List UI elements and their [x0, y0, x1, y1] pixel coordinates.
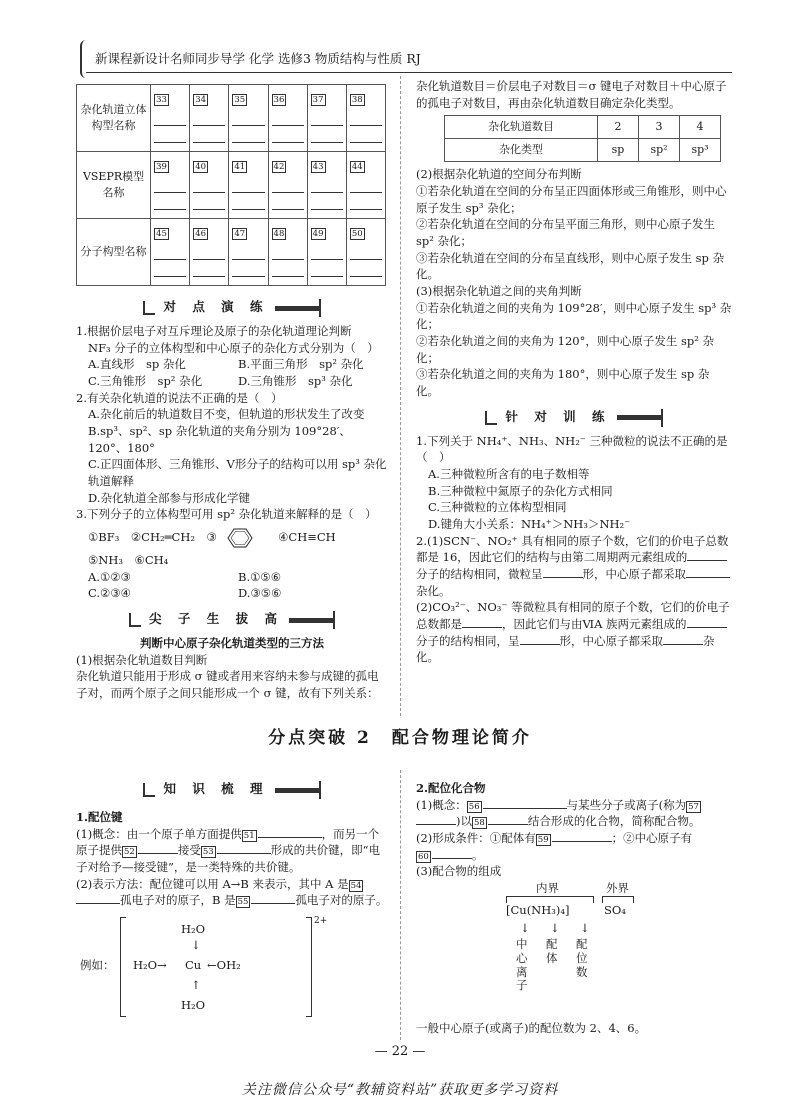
arrow-down-icon: ↓	[550, 921, 560, 936]
answer-cell[interactable]	[307, 152, 346, 219]
ligand-label: 配体	[546, 937, 558, 965]
cell: sp³	[680, 139, 721, 162]
q1-options	[76, 356, 388, 389]
blank-number: 35	[234, 94, 246, 105]
inner-sphere-label: 内界	[536, 881, 559, 896]
answer-cell[interactable]	[229, 152, 268, 219]
q1-line2: NF₃ 分子的立体构型和中心原子的杂化方式分别为（ ）	[88, 340, 379, 355]
blank-number: 60	[418, 851, 429, 862]
answer-line	[154, 178, 186, 193]
blank-number: 40	[195, 161, 207, 172]
answer-line	[272, 245, 304, 260]
answer-line	[154, 111, 186, 126]
option: A.杂化前后的轨道数目不变，但轨道的形状发生了改变	[88, 407, 365, 422]
footer-note: 关注微信公众号“教辅资料站”获取更多学习资料	[241, 1082, 559, 1098]
text: (2)表示方法：配位键可以用 A→B 来表示，其中 A 是	[76, 876, 349, 891]
answer-cell[interactable]	[190, 152, 229, 219]
option: C.②③④	[88, 586, 131, 601]
cell: sp²	[639, 139, 680, 162]
answer-cell[interactable]	[307, 219, 346, 286]
counter-ion: SO₄	[604, 903, 626, 918]
hybrid-type-table	[444, 115, 721, 162]
answer-blank[interactable]	[462, 616, 502, 628]
option: B.平面三角形 sp² 杂化	[238, 357, 364, 372]
text: 分子的结构相同，微粒呈	[416, 567, 543, 581]
c2-para	[76, 876, 388, 909]
answer-cell[interactable]	[268, 85, 307, 152]
answer-line	[350, 178, 382, 193]
answer-cell[interactable]	[229, 85, 268, 152]
answer-line	[272, 128, 304, 143]
arrow-down-icon: ↓	[191, 938, 201, 953]
ligand-bottom: H₂O	[181, 998, 206, 1013]
blank-number: 58	[474, 818, 485, 829]
answer-blank[interactable]	[552, 830, 612, 842]
answer-blank[interactable]	[258, 826, 322, 838]
complex-example	[76, 915, 388, 1025]
blank-number: 55	[237, 897, 249, 908]
answer-blank[interactable]	[663, 633, 703, 645]
option: D.杂化轨道全部参与形成化学键	[88, 490, 250, 505]
column-divider	[400, 76, 401, 716]
blank-number: 34	[195, 94, 207, 105]
section-heading: 针 对 训 练	[416, 408, 732, 427]
subheading: 1.配位键	[76, 810, 123, 824]
arrow-up-icon: ↑	[191, 978, 201, 993]
outer-sphere-label: 外界	[606, 881, 629, 896]
text: 分子的结构相同，呈	[416, 633, 520, 648]
answer-blank[interactable]	[686, 566, 730, 578]
answer-line	[193, 195, 225, 210]
blank-number: 56	[468, 801, 480, 812]
text: (2)形成条件：①配体有	[416, 831, 536, 846]
answer-line	[154, 262, 186, 277]
answer-line	[311, 245, 343, 260]
blank-number: 52	[124, 847, 135, 858]
method-3b: ②若杂化轨道之间的夹角为 120°，则中心原子发生 sp² 杂化；	[416, 333, 715, 365]
section-icon	[143, 301, 155, 315]
answer-line	[272, 262, 304, 277]
benzene-ring-icon	[220, 527, 260, 549]
complex-charge: 2+	[314, 916, 328, 927]
table-row	[77, 85, 386, 152]
cell: 杂化轨道数目	[445, 116, 598, 139]
method-1: (1)根据杂化轨道数目判断	[76, 652, 208, 667]
text: 2.(1)SCN⁻、NO₂⁺ 具有相同的原子个数，它们的价电子总数都是 16，因此它们的结构与由第二周期两元素组成的	[416, 533, 729, 565]
answer-blank[interactable]	[483, 797, 567, 809]
text: 孤电子对的原子，B 是	[120, 893, 236, 908]
coordination-number-label: 配位数	[576, 937, 588, 979]
answer-cell[interactable]	[229, 219, 268, 286]
answer-line	[193, 111, 225, 126]
page-header: 新课程新设计名师同步导学 化学 选修3 物质结构与性质 RJ	[95, 51, 421, 66]
blank-number: 54	[350, 880, 362, 891]
text: ；②中心原子有	[611, 831, 693, 846]
column-divider	[400, 770, 401, 1040]
answer-line	[193, 262, 225, 277]
answer-blank[interactable]	[416, 813, 456, 825]
row-label: VSEPR模型名称	[77, 152, 151, 219]
answer-line	[311, 195, 343, 210]
d1-para	[416, 797, 732, 830]
text: (1)概念：	[416, 797, 467, 812]
row-label: 杂化轨道立体构型名称	[77, 85, 151, 152]
example-label: 例如：	[80, 958, 115, 973]
answer-cell[interactable]	[268, 219, 307, 286]
answer-blank[interactable]	[687, 616, 727, 628]
q2-options	[76, 406, 388, 506]
option: A.直线形 sp 杂化	[88, 357, 186, 372]
answer-line	[232, 262, 264, 277]
section-heading: 尖 子 生 拔 高	[76, 610, 388, 629]
blank-number: 49	[312, 228, 324, 239]
complex-formula: [Cu(NH₃)₄]	[506, 903, 570, 918]
blank-number: 41	[234, 161, 246, 172]
section-icon	[129, 613, 141, 627]
method-2: (2)根据杂化轨道的空间分布判断	[416, 167, 582, 182]
answer-blank[interactable]	[687, 549, 727, 561]
text: 杂化。	[416, 633, 715, 665]
text: 形，中心原子都采取	[559, 633, 663, 648]
answer-cell[interactable]	[346, 85, 385, 152]
answer-line	[193, 178, 225, 193]
option: A.①②③	[88, 569, 131, 584]
option: D.键角大小关系：NH₄⁺＞NH₃＞NH₂⁻	[428, 516, 631, 531]
hybrid-table	[76, 84, 386, 286]
blank-number: 44	[351, 161, 363, 172]
item: ①BF₃ ②CH₂═CH₂ ③	[88, 530, 217, 545]
blank-number: 50	[351, 228, 363, 239]
method-2a: ①若杂化轨道在空间的分布呈正四面体形或三角锥形，则中心原子发生 sp³ 杂化；	[416, 183, 727, 215]
cell: 3	[639, 116, 680, 139]
blank-number: 37	[312, 94, 324, 105]
answer-line	[311, 128, 343, 143]
method-3a: ①若杂化轨道之间的夹角为 109°28′，则中心原子发生 sp³ 杂化；	[416, 300, 732, 332]
answer-line	[154, 128, 186, 143]
blank-number: 51	[243, 830, 255, 841]
complex-bracket	[120, 917, 312, 1017]
blank-number: 57	[688, 801, 699, 812]
blank-number: 36	[273, 94, 285, 105]
option: D.三角锥形 sp³ 杂化	[238, 374, 353, 389]
blank-number: 59	[537, 835, 549, 846]
method-2b: ②若杂化轨道在空间的分布呈平面三角形，则中心原子发生 sp² 杂化；	[416, 217, 715, 248]
right-column	[416, 78, 732, 666]
ligand-right: ←OH₂	[207, 958, 241, 973]
section-icon	[143, 783, 155, 797]
blank-number: 47	[234, 228, 246, 239]
option: B.sp³、sp²、sp 杂化轨道的夹角分别为 109°28′、120°、180°	[88, 424, 351, 455]
answer-line	[272, 195, 304, 210]
answer-line	[232, 245, 264, 260]
arrow-down-icon: ↓	[580, 921, 590, 936]
option: B.①⑤⑥	[238, 569, 282, 584]
part2-right	[416, 780, 732, 1037]
answer-line	[311, 111, 343, 126]
blank-number: 38	[351, 94, 363, 105]
ligand-left: H₂O→	[133, 958, 167, 973]
method-3: (3)根据杂化轨道之间的夹角判断	[416, 283, 582, 298]
t2-part2	[416, 599, 732, 666]
option: C.正四面体形、三角锥形、V形分子的结构可以用 sp³ 杂化轨道解释	[88, 457, 387, 489]
row-label: 分子构型名称	[77, 219, 151, 286]
answer-blank[interactable]	[76, 892, 120, 904]
answer-line	[350, 262, 382, 277]
page-number: — 22 —	[374, 1044, 426, 1059]
option: C.三种微粒的立体构型相同	[428, 500, 567, 515]
answer-cell[interactable]	[190, 219, 229, 286]
subheading: 2.配位化合物	[416, 781, 486, 795]
answer-line	[350, 245, 382, 260]
text: )以	[456, 814, 472, 829]
item: ⑤NH₃ ⑥CH₄	[88, 553, 169, 568]
q3-options	[76, 569, 388, 602]
answer-line	[272, 178, 304, 193]
answer-cell[interactable]	[190, 85, 229, 152]
blank-number: 45	[156, 228, 167, 239]
c1-para	[76, 826, 388, 876]
text: ，因此它们与由ⅥA 族两元素组成的	[502, 617, 687, 632]
text: 形成的共价键，即“电子对给予—接受键”，是一类特殊的共价键。	[76, 843, 381, 875]
d2-para: (2)形成条件：①配体有 59 ；②中心原子有 60 。	[416, 831, 693, 862]
left-column	[76, 298, 388, 702]
cell: 杂化类型	[445, 139, 598, 162]
answer-line	[311, 262, 343, 277]
option: A.三种微粒所含有的电子数相等	[428, 466, 590, 481]
answer-cell[interactable]	[268, 152, 307, 219]
blank-number: 48	[273, 228, 285, 239]
answer-cell[interactable]	[151, 152, 190, 219]
composition-diagram	[506, 880, 732, 1020]
text: 杂化。	[416, 583, 451, 598]
rule-text: 杂化轨道数目＝价层电子对数目＝σ 键电子对数目＋中心原子的孤电子对数目，再由杂化轨道数目确定杂化类型。	[416, 79, 727, 110]
blank-number: 46	[195, 228, 207, 239]
answer-line	[350, 111, 382, 126]
method-title: 判断中心原子杂化轨道类型的三方法	[140, 636, 324, 651]
answer-line	[154, 245, 186, 260]
q3: 3.下列分子的立体构型可用 sp² 杂化轨道来解释的是（ ）	[76, 507, 377, 522]
ligand-top: H₂O	[181, 922, 206, 937]
answer-blank[interactable]	[138, 842, 178, 854]
cell: sp	[598, 139, 639, 162]
answer-cell[interactable]	[346, 219, 385, 286]
answer-blank[interactable]	[432, 847, 472, 859]
section-heading: 知 识 梳 理	[76, 780, 388, 799]
center-ion-label: 中心离子	[516, 937, 528, 993]
table-row	[77, 219, 386, 286]
cell: 2	[598, 116, 639, 139]
d3: (3)配合物的组成	[416, 864, 502, 879]
table-row	[77, 152, 386, 219]
answer-blank[interactable]	[217, 842, 271, 854]
method-1-text: 杂化轨道只能用于形成 σ 键或者用来容纳未参与成键的孤电子对，而两个原子之间只能形成一个 σ 键，故有下列关系：	[76, 669, 379, 701]
blank-number: 42	[273, 161, 285, 172]
method-3c: ③若杂化轨道之间的夹角为 180°，则中心原子发生 sp 杂化。	[416, 367, 710, 398]
t2-part1	[416, 533, 732, 600]
answer-line	[193, 245, 225, 260]
answer-cell[interactable]	[346, 152, 385, 219]
answer-line	[350, 128, 382, 143]
answer-blank[interactable]	[488, 813, 528, 825]
answer-line	[232, 195, 264, 210]
answer-line	[232, 128, 264, 143]
answer-blank[interactable]	[251, 892, 295, 904]
q1-line1: 1.根据价层电子对互斥理论及原子的杂化轨道理论判断	[76, 324, 352, 338]
answer-cell[interactable]	[307, 85, 346, 152]
answer-line	[350, 195, 382, 210]
answer-line	[232, 111, 264, 126]
answer-line	[154, 195, 186, 210]
q2: 2.有关杂化轨道的说法不正确的是（ ）	[76, 390, 283, 405]
text: (1)概念：由一个原子单方面提供	[76, 826, 242, 841]
answer-line	[193, 128, 225, 143]
answer-cell[interactable]	[151, 219, 190, 286]
text: (2)CO₃²⁻、NO₃⁻ 等微粒具有相同的原子个数，它们的价电子总数都是	[416, 600, 730, 632]
method-2c: ③若杂化轨道在空间的分布呈直线形，则中心原子发生 sp 杂化。	[416, 250, 725, 282]
blank-number: 33	[156, 94, 167, 105]
option: C.三角锥形 sp² 杂化	[88, 374, 203, 389]
text: 与某些分子或离子(称为	[566, 797, 687, 812]
answer-blank[interactable]	[543, 566, 583, 578]
answer-line	[311, 178, 343, 193]
answer-line	[272, 111, 304, 126]
center-ion: Cu	[185, 958, 202, 973]
part2-left	[76, 780, 388, 1025]
option: D.③⑤⑥	[238, 586, 282, 601]
part2-title: 分点突破 2 配合物理论简介	[268, 728, 532, 748]
text: 形，中心原子都采取	[582, 567, 686, 581]
t1: 1.下列关于 NH₄⁺、NH₃、NH₂⁻ 三种微粒的说法不正确的是（ ）	[416, 433, 728, 465]
cell: 4	[680, 116, 721, 139]
text: ，而另一个原子提供	[76, 826, 380, 858]
text: 结合形成的化合物，简称配合物。	[527, 814, 701, 829]
blank-number: 53	[202, 847, 214, 858]
answer-line	[232, 178, 264, 193]
answer-cell[interactable]	[151, 85, 190, 152]
text: 接受	[177, 843, 201, 858]
q3-items	[76, 527, 388, 569]
text: 孤电子对的原子。	[295, 893, 388, 908]
section-heading: 对 点 演 练	[76, 298, 388, 317]
item: ④CH≡CH	[278, 530, 336, 545]
section-icon	[485, 411, 497, 425]
answer-blank[interactable]	[520, 633, 560, 645]
header-rule	[86, 72, 732, 73]
t1-options	[416, 466, 732, 533]
d4: 一般中心原子(或离子)的配位数为 2、4、6。	[416, 1021, 647, 1036]
option: B.三种微粒中氮原子的杂化方式相同	[428, 483, 613, 498]
blank-number: 43	[312, 161, 324, 172]
arrow-down-icon: ↓	[520, 921, 530, 936]
blank-number: 39	[156, 161, 167, 172]
